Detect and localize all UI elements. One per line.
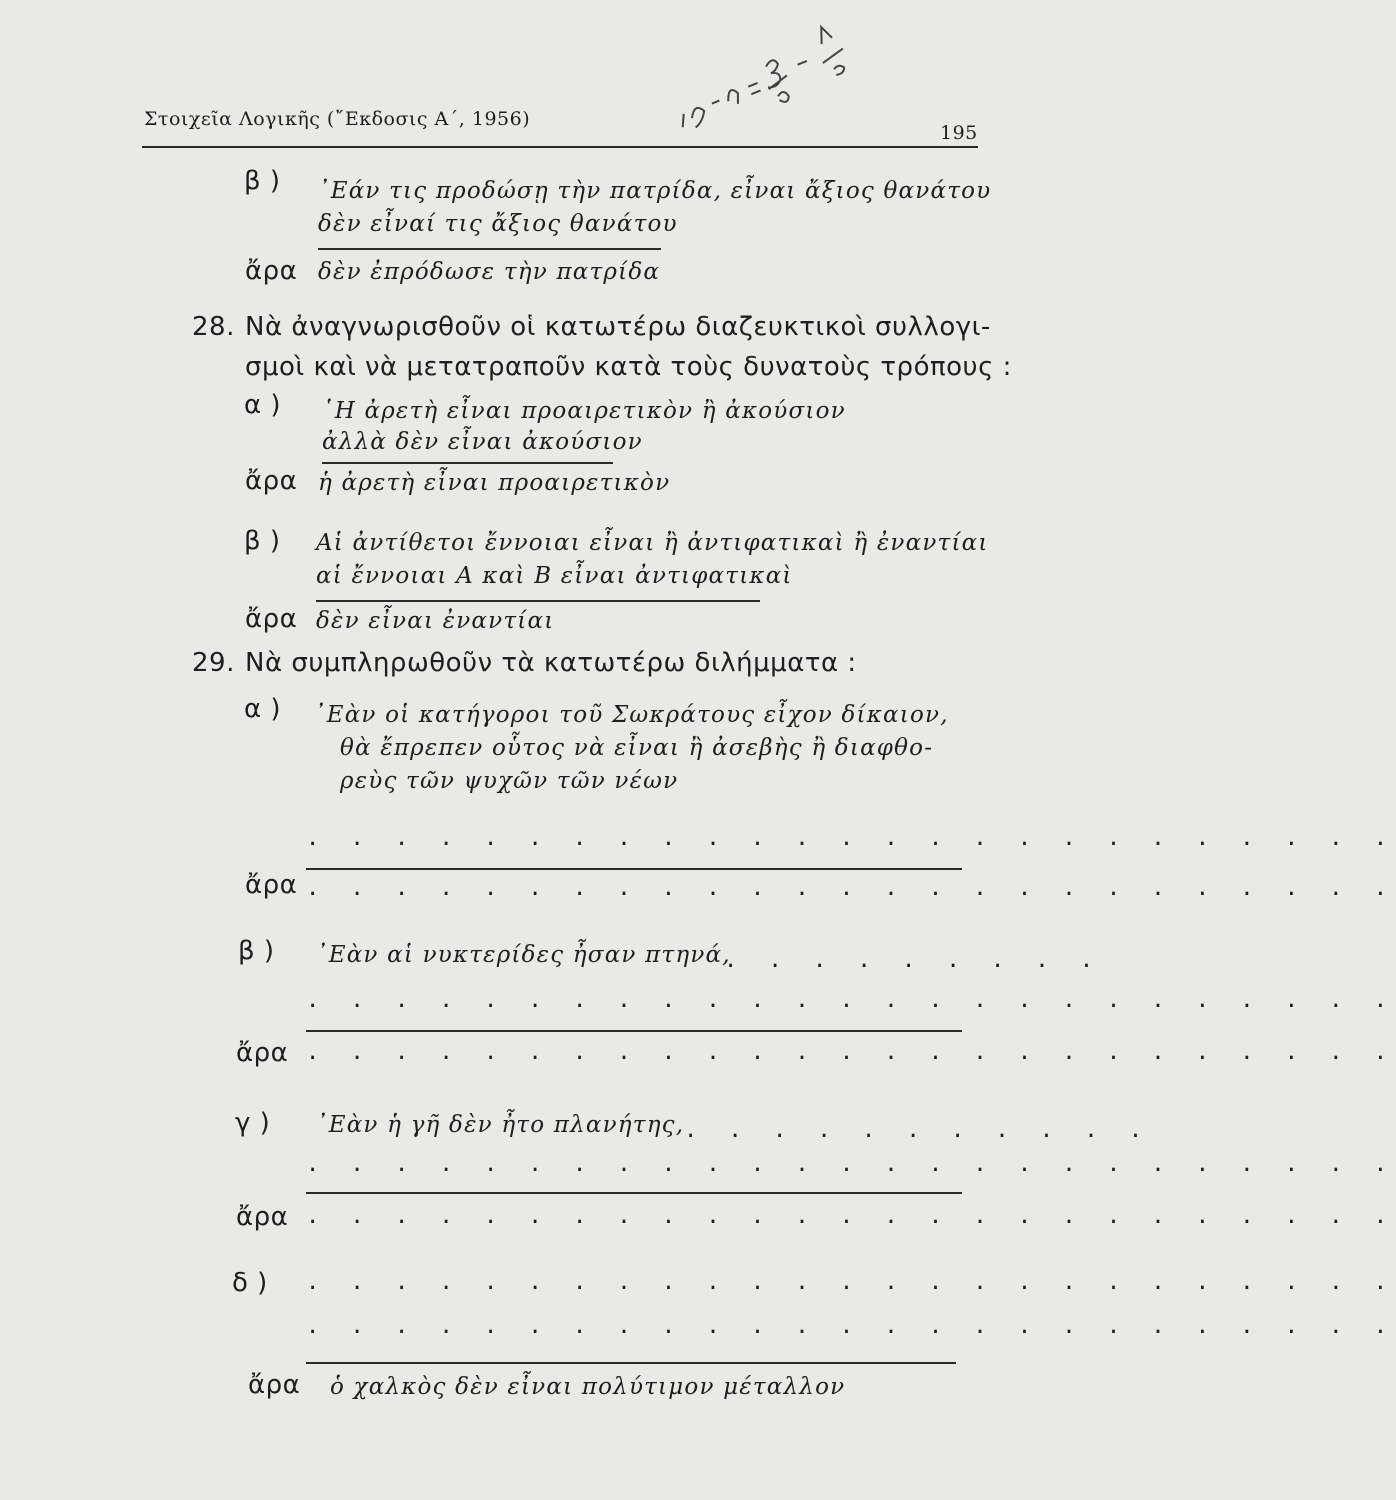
blank-dotted-line: . . . . . . . . . . . . . . . . . . . . . . . . .	[306, 1314, 1396, 1339]
blank-dotted-line: . . . . . . . . . . . . . . . . . . . . . . . . .	[306, 876, 1396, 901]
conclusion-label: ἄρα	[248, 1370, 301, 1400]
conclusion-label: ἄρα	[245, 604, 298, 634]
conclusion: ὁ χαλκὸς δὲν εἶναι πολύτιμον μέταλλον	[330, 1374, 846, 1400]
conclusion: ἡ ἀρετὴ εἶναι προαιρετικὸν	[318, 470, 671, 496]
exercise-number: 28.	[192, 312, 235, 342]
premise-1: Αἱ ἀντίθετοι ἔννοιαι εἶναι ἢ ἀντιφατικαὶ ἢ ἐναντίαι	[316, 530, 989, 556]
section-label-b: β )	[244, 166, 281, 196]
conclusion-label: ἄρα	[245, 466, 298, 496]
handwritten-note	[653, 0, 917, 161]
blank-dotted-line: . . . . . . . . . . . . . . . . . . . . . . . . .	[306, 1270, 1396, 1295]
page-number: 195	[940, 122, 978, 144]
conclusion: δὲν εἶναι ἐναντίαι	[316, 608, 555, 634]
blank-dotted-line: . . . . . . . . . . . . . . . . . . . . . . . . .	[306, 1040, 1396, 1065]
conclusion-label: ἄρα	[245, 256, 298, 286]
exercise-number: 29.	[192, 648, 235, 678]
dilemma-line: ρεὺς τῶν ψυχῶν τῶν νέων	[340, 768, 679, 794]
conclusion-label: ἄρα	[236, 1038, 289, 1068]
premise-1: ῾Η ἀρετὴ εἶναι προαιρετικὸν ἢ ἀκούσιον	[322, 398, 846, 424]
blank-dotted-line: . . . . . . . . . . . . . . . . . . . . . . . . .	[306, 1204, 1396, 1229]
running-title: Στοιχεῖα Λογικῆς (῎Εκδοσις Α΄, 1956)	[144, 108, 531, 130]
conclusion: δὲν ἐπρόδωσε τὴν πατρίδα	[318, 259, 661, 285]
exercise-instruction: σμοὶ καὶ νὰ μετατραποῦν κατὰ τοὺς δυνατοὺς τρόπους :	[245, 352, 1012, 382]
blank-dotted-line: . . . . . . . . . . . . . . . . . . . . . . . . .	[306, 826, 1396, 851]
item-label-a: α )	[244, 390, 282, 420]
conclusion-label: ἄρα	[245, 870, 298, 900]
premise-2: ἀλλὰ δὲν εἶναι ἀκούσιον	[322, 429, 643, 455]
premise-2: αἱ ἔννοιαι Α καὶ Β εἶναι ἀντιφατικαὶ	[316, 563, 793, 589]
syllogism-rule	[306, 868, 962, 870]
blank-dotted-line: . . . . . . . . . . . . . . . . . . . . . . . . .	[306, 1152, 1396, 1177]
syllogism-rule	[318, 248, 661, 250]
dilemma-line: θὰ ἔπρεπεν οὗτος νὰ εἶναι ἢ ἀσεβὴς ἢ διαφθο-	[340, 735, 934, 761]
syllogism-rule	[306, 1030, 962, 1032]
blank-dotted-line: . . . . . . . . . . .	[684, 1118, 1152, 1143]
item-label-b: β )	[238, 936, 275, 966]
item-label-b: β )	[244, 526, 281, 556]
syllogism-rule	[306, 1362, 956, 1364]
header-rule	[142, 146, 978, 148]
syllogism-rule	[306, 1192, 962, 1194]
dilemma-line: ᾿Εὰν οἱ κατήγοροι τοῦ Σωκράτους εἶχον δίκαιον,	[314, 702, 949, 728]
syllogism-rule	[316, 600, 760, 602]
conclusion-label: ἄρα	[236, 1202, 289, 1232]
exercise-instruction: Νὰ ἀναγνωρισθοῦν οἱ κατωτέρω διαζευκτικοὶ συλλογι-	[245, 312, 991, 342]
blank-dotted-line: . . . . . . . . . . . . . . . . . . . . . . . . .	[306, 988, 1396, 1013]
premise-1: ᾿Εάν τις προδώσῃ τὴν πατρίδα, εἶναι ἄξιος θανάτου	[318, 178, 992, 204]
item-label-a: α )	[244, 694, 282, 724]
item-label-c: γ )	[235, 1108, 271, 1138]
item-label-d: δ )	[232, 1268, 268, 1298]
blank-dotted-line: . . . . . . . . .	[724, 948, 1103, 973]
dilemma-line: ᾿Εὰν ἡ γῆ δὲν ἦτο πλανήτης,	[316, 1112, 685, 1138]
premise-2: δὲν εἶναί τις ἄξιος θανάτου	[318, 211, 678, 237]
dilemma-line: ᾿Εὰν αἱ νυκτερίδες ἦσαν πτηνά,	[316, 942, 731, 968]
exercise-instruction: Νὰ συμπληρωθοῦν τὰ κατωτέρω διλήμματα :	[245, 648, 857, 678]
syllogism-rule	[322, 462, 613, 464]
